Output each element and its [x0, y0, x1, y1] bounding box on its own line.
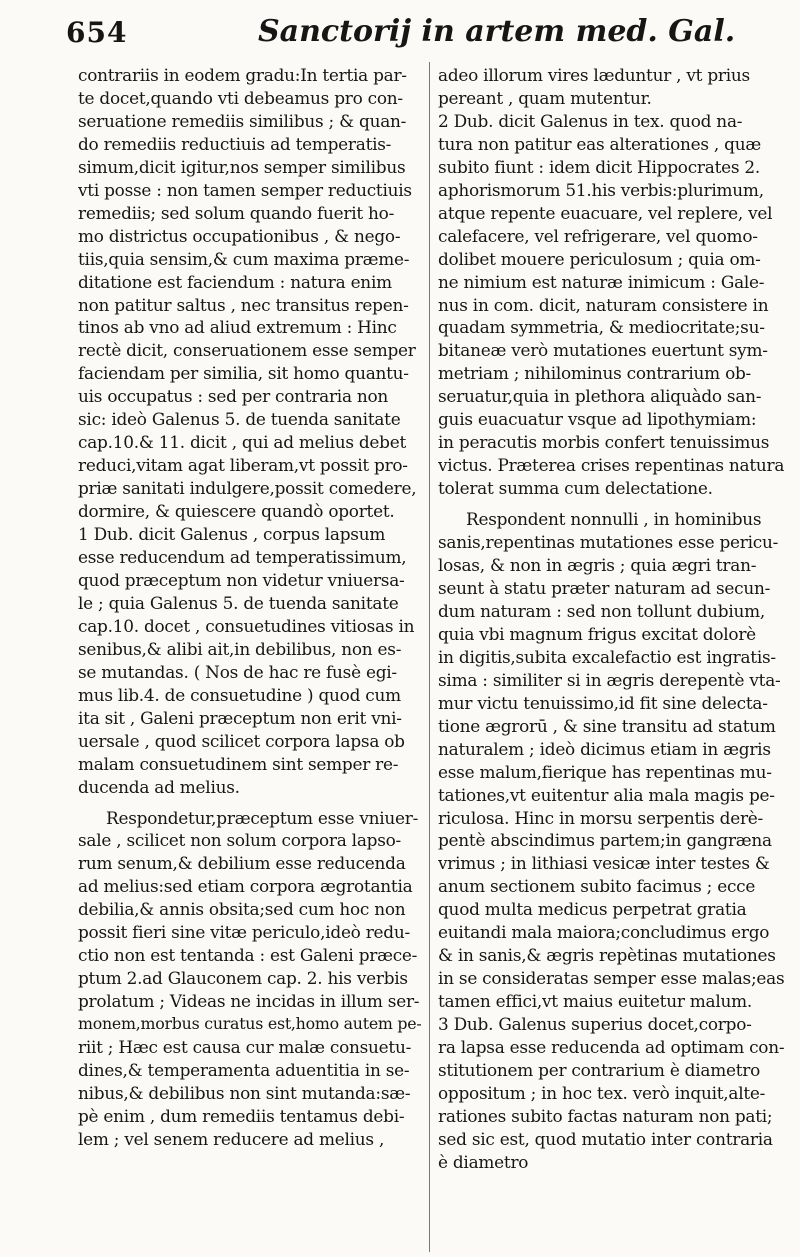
text-line: esse reducendum ad temperatissimum, [78, 547, 407, 568]
text-line: dolibet mouere periculosum ; quia om- [438, 248, 761, 269]
text-line: aphorismorum 51.his verbis:plurimum, [438, 179, 764, 200]
text-line: losas, & non in ægris ; quia ægri tran- [438, 555, 757, 576]
text-line: in digitis,subita excalefactio est ingratis- [438, 646, 776, 667]
text-line: riit ; Hæc est causa cur malæ consuetu- [78, 1037, 412, 1058]
text-line: non patitur saltus , nec transitus repen- [78, 294, 409, 315]
text-line: senibus,& alibi ait,in debilibus, non es- [78, 638, 402, 659]
text-line: dormire, & quiescere quandò oportet. [78, 501, 395, 522]
text-line: vti posse : non tamen semper reductiuis [78, 179, 412, 200]
text-line: debilia,& annis obsita;sed cum hoc non [78, 899, 406, 920]
text-line: mus lib.4. de consuetudine ) quod cum [78, 684, 401, 705]
text-line: pereant , quam mutentur. [438, 87, 652, 108]
text-line: pè enim , dum remediis tentamus debi- [78, 1105, 405, 1126]
text-line: prolatum ; Videas ne incidas in illum ser- [78, 991, 420, 1012]
text-line: 1 Dub. dicit Galenus , corpus lapsum [78, 524, 386, 545]
text-line: malam consuetudinem sint semper re- [78, 753, 399, 774]
text-line: te docet,quando vti debeamus pro con- [78, 87, 403, 108]
text-line: euitandi mala maiora;concludimus ergo [438, 922, 770, 943]
text-line: seruatur,quia in plethora aliquàdo san- [438, 386, 762, 407]
text-line: tamen effici,vt maius euitetur malum. [438, 991, 753, 1012]
text-line: Respondetur,præceptum esse vniuer- [106, 807, 419, 828]
text-line: le ; quia Galenus 5. de tuenda sanitate [78, 592, 399, 613]
running-title: Sanctorij in artem med. Gal. [258, 14, 736, 49]
text-line: ptum 2.ad Glauconem cap. 2. his verbis [78, 968, 408, 989]
text-line: nus in com. dicit, naturam consistere in [438, 294, 769, 315]
text-line: riculosa. Hinc in morsu serpentis derè- [438, 807, 764, 828]
text-line: 3 Dub. Galenus superius docet,corpo- [438, 1014, 752, 1035]
text-line: metriam ; nihilominus contrarium ob- [438, 363, 752, 384]
text-line: reduci,vitam agat liberam,vt possit pro- [78, 455, 408, 476]
text-line: in peracutis morbis confert tenuissimus [438, 432, 770, 453]
text-line: contrariis in eodem gradu:In tertia par- [78, 65, 407, 85]
text-line: seunt à statu præter naturam ad secun- [438, 577, 771, 598]
text-line: esse malum,fierique has repentinas mu- [438, 761, 772, 782]
text-line: faciendam per similia, sit homo quantu- [78, 363, 409, 384]
text-line: guis euacuatur vsque ad lipothymiam: [438, 409, 757, 430]
text-line: anum sectionem subito facimus ; ecce [438, 876, 756, 897]
text-line: dum naturam : sed non tollunt dubium, [438, 600, 766, 621]
text-line: do remediis reductiuis ad temperatis- [78, 133, 392, 154]
paragraph [438, 64, 794, 500]
text-line: naturalem ; ideò dicimus etiam in ægris [438, 738, 771, 759]
text-line: se mutandas. ( Nos de hac re fusè egi- [78, 661, 397, 682]
text-line: rum senum,& debilium esse reducenda [78, 853, 406, 874]
text-line: bitaneæ verò mutationes euertunt sym- [438, 340, 768, 361]
text-line: in se consideratas semper esse malas;eas [438, 968, 785, 989]
text-line: ad melius:sed etiam corpora ægrotantia [78, 876, 413, 897]
text-line: tinos ab vno ad aliud extremum : Hinc [78, 317, 397, 338]
text-line: calefacere, vel refrigerare, vel quomo- [438, 225, 758, 246]
page-number: 654 [66, 16, 128, 49]
text-line: oppositum ; in hoc tex. verò inquit,alte- [438, 1082, 766, 1103]
text-line: sima : similiter si in ægris derepentè vta- [438, 669, 781, 690]
text-line: tolerat summa cum delectatione. [438, 478, 713, 499]
text-line: ne nimium est naturæ inimicum : Gale- [438, 271, 765, 292]
text-line: vrimus ; in lithiasi vesicæ inter testes & [438, 853, 770, 874]
text-line: & in sanis,& ægris repètinas mutationes [438, 945, 776, 966]
text-line: 2 Dub. dicit Galenus in tex. quod na- [438, 110, 743, 131]
text-line: pentè abscindimus partem;in gangræna [438, 830, 772, 851]
text-line: quadam symmetria, & mediocritate;su- [438, 317, 765, 338]
page-header [0, 0, 800, 60]
text-line: ducenda ad melius. [78, 776, 240, 797]
text-line: ita sit , Galeni præceptum non erit vni- [78, 707, 402, 728]
text-line: tiis,quia sensim,& cum maxima præme- [78, 248, 410, 269]
text-line: dines,& temperamenta aduentitia in se- [78, 1059, 410, 1080]
text-line: cap.10.& 11. dicit , qui ad melius debet [78, 432, 407, 453]
text-line: ra lapsa esse reducenda ad optimam con- [438, 1037, 785, 1058]
text-line: tura non patitur eas alterationes , quæ [438, 133, 761, 154]
text-line: rectè dicit, conseruationem esse semper [78, 340, 416, 361]
text-line: subito fiunt : idem dicit Hippocrates 2. [438, 156, 761, 177]
text-line: nibus,& debilibus non sint mutanda:sæ- [78, 1082, 411, 1103]
text-line: simum,dicit igitur,nos semper similibus [78, 156, 406, 177]
paragraph [438, 508, 794, 1174]
text-line: rationes subito factas naturam non pati; [438, 1105, 773, 1126]
text-line: mur victu tenuissimo,id fit sine delecta- [438, 692, 768, 713]
paragraph [78, 64, 424, 799]
text-line: priæ sanitati indulgere,possit comedere, [78, 478, 417, 499]
text-line: stitutionem per contrarium è diametro [438, 1059, 761, 1080]
text-line: atque repente euacuare, vel replere, vel [438, 202, 773, 223]
text-line: lem ; vel senem reducere ad melius , [78, 1128, 385, 1149]
text-line: tione ægrorū , & sine transitu ad statum [438, 715, 776, 736]
text-line: quod præceptum non videtur vniuersa- [78, 569, 405, 590]
paragraph [78, 807, 424, 1151]
text-line: monem,morbus curatus est,homo autem pe- [78, 1014, 422, 1034]
text-line: victus. Præterea crises repentinas natura [438, 455, 785, 476]
text-line: ctio non est tentanda : est Galeni præce- [78, 945, 418, 966]
text-line: remediis; sed solum quando fuerit ho- [78, 202, 395, 223]
text-line: quod multa medicus perpetrat gratia [438, 899, 747, 920]
text-line: sanis,repentinas mutationes esse pericu- [438, 532, 779, 553]
text-line: sed sic est, quod mutatio inter contraria [438, 1128, 773, 1149]
column-divider [429, 62, 430, 1252]
text-line: ditatione est faciendum : natura enim [78, 271, 392, 292]
text-line: cap.10. docet , consuetudines vitiosas in [78, 615, 415, 636]
text-line: mo districtus occupationibus , & nego- [78, 225, 401, 246]
text-line: uis occupatus : sed per contraria non [78, 386, 389, 407]
text-line: tationes,vt euitentur alia mala magis pe- [438, 784, 775, 805]
text-line: sale , scilicet non solum corpora lapso- [78, 830, 402, 851]
left-column [78, 64, 424, 1252]
text-line: Respondent nonnulli , in hominibus [466, 509, 762, 530]
text-line: seruatione remediis similibus ; & quan- [78, 110, 407, 131]
text-line: possit fieri sine vitæ periculo,ideò redu- [78, 922, 410, 943]
text-line: adeo illorum vires læduntur , vt prius [438, 65, 750, 85]
text-line: uersale , quod scilicet corpora lapsa ob [78, 730, 405, 751]
text-line: sic: ideò Galenus 5. de tuenda sanitate [78, 409, 401, 430]
text-line: quia vbi magnum frigus excitat dolorè [438, 623, 756, 644]
text-line: è diametro [438, 1151, 529, 1172]
right-column [438, 64, 794, 1252]
